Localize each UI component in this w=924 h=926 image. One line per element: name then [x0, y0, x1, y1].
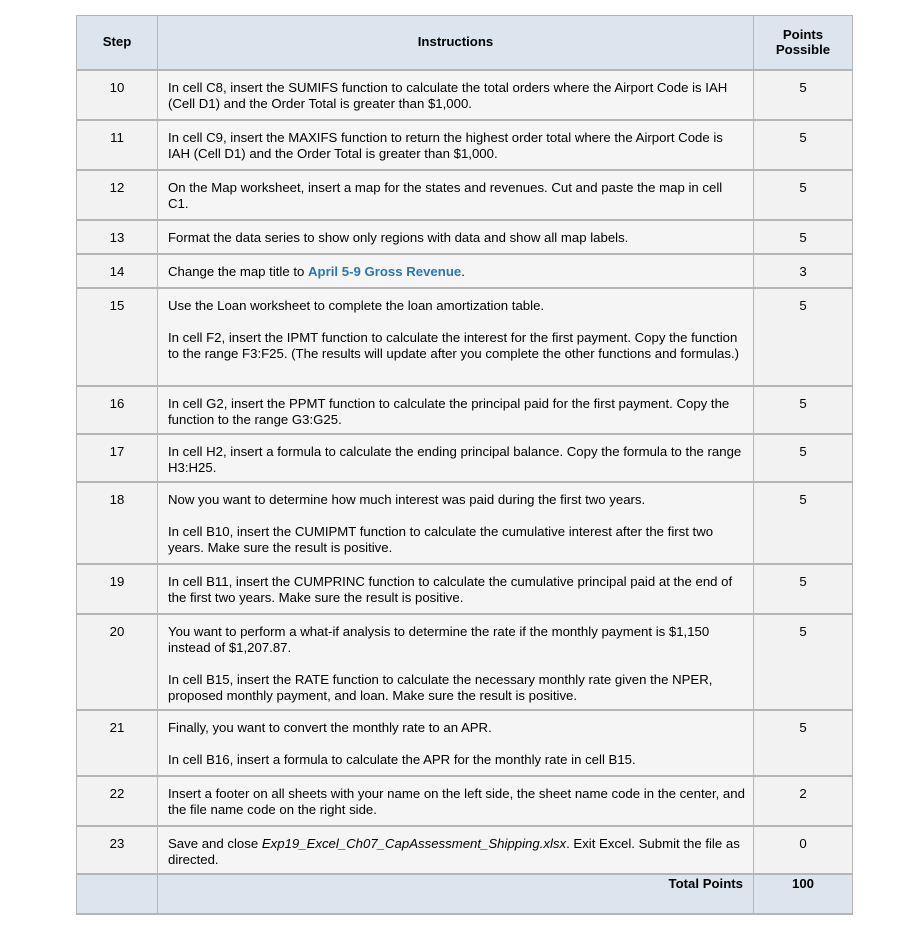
table-row [77, 170, 853, 220]
step-number: 15 [77, 288, 158, 386]
total-label: Total Points [158, 874, 754, 914]
instruction-cell [158, 254, 754, 288]
instruction-cell [158, 434, 754, 482]
points-value: 5 [754, 386, 853, 434]
instruction-text: Insert a footer on all sheets with your name on the left side, the sheet name code in the center, and the file name code on the right side. [168, 785, 745, 817]
step-number: 14 [77, 254, 158, 288]
instruction-text: In cell B11, insert the CUMPRINC function to calculate the cumulative principal paid at the end of the first two years. Make sure the result is positive. [168, 573, 733, 605]
points-value: 5 [754, 564, 853, 614]
instructions-table [76, 15, 853, 915]
step-number: 19 [77, 564, 158, 614]
instruction-cell [158, 170, 754, 220]
instruction-cell [158, 776, 754, 826]
table-row [77, 254, 853, 288]
paragraph-gap [168, 656, 745, 672]
instruction-text: In cell C8, insert the SUMIFS function to calculate the total orders where the Airport Code is IAH (Cell D1) and the Order Total is greater than $1,000. [168, 79, 728, 111]
paragraph-gap [168, 508, 745, 524]
instruction-cell [158, 826, 754, 874]
instruction-text-end: . [461, 263, 465, 279]
file-name: Exp19_Excel_Ch07_CapAssessment_Shipping.xlsx [261, 835, 567, 851]
instruction-text-start: Change the map title to [168, 263, 309, 279]
instruction-text: In cell H2, insert a formula to calculate the ending principal balance. Copy the formula to the range H3:H25. [168, 443, 742, 475]
instruction-text: Finally, you want to convert the monthly rate to an APR. [168, 719, 492, 735]
paragraph-gap [168, 314, 745, 330]
step-number: 11 [77, 120, 158, 170]
points-value: 5 [754, 120, 853, 170]
instruction-cell [158, 614, 754, 710]
points-value: 5 [754, 220, 853, 254]
table-row [77, 120, 853, 170]
table-row [77, 776, 853, 826]
step-number: 16 [77, 386, 158, 434]
header-row [77, 16, 853, 70]
points-value: 5 [754, 288, 853, 386]
total-row [77, 874, 853, 914]
instruction-cell [158, 70, 754, 120]
total-value: 100 [754, 874, 853, 914]
step-number: 13 [77, 220, 158, 254]
instruction-cell [158, 120, 754, 170]
step-number: 20 [77, 614, 158, 710]
instruction-text-end: . Exit Excel. Submit the file as directed. [168, 835, 740, 867]
header-instructions: Instructions [158, 16, 754, 70]
table-row [77, 710, 853, 776]
highlighted-title: April 5-9 Gross Revenue [308, 263, 462, 279]
instruction-text: Format the data series to show only regions with data and show all map labels. [168, 229, 629, 245]
table-row [77, 564, 853, 614]
step-number: 10 [77, 70, 158, 120]
points-value: 5 [754, 170, 853, 220]
table-row [77, 482, 853, 564]
step-number: 12 [77, 170, 158, 220]
points-value: 5 [754, 614, 853, 710]
points-value: 5 [754, 70, 853, 120]
instruction-text-start: Save and close [168, 835, 262, 851]
points-value: 0 [754, 826, 853, 874]
step-number: 21 [77, 710, 158, 776]
step-number: 23 [77, 826, 158, 874]
points-value: 3 [754, 254, 853, 288]
table-row [77, 288, 853, 386]
header-step: Step [77, 16, 158, 70]
instruction-text [168, 264, 745, 280]
instruction-cell [158, 386, 754, 434]
instruction-text: In cell B15, insert the RATE function to calculate the necessary monthly rate given the NPER, proposed monthly payment, and loan. Make sure the result is positive. [168, 671, 713, 703]
instruction-text: In cell G2, insert the PPMT function to calculate the principal paid for the first payment. Copy the function to the range G3:G25. [168, 395, 730, 427]
table-row [77, 386, 853, 434]
header-points: Points Possible [754, 16, 853, 70]
points-value: 5 [754, 710, 853, 776]
instruction-cell [158, 288, 754, 386]
points-value: 5 [754, 434, 853, 482]
instruction-text [168, 836, 745, 868]
instruction-text: In cell C9, insert the MAXIFS function to return the highest order total where the Airport Code is IAH (Cell D1) and the Order Total is greater than $1,000. [168, 129, 723, 161]
table-row [77, 70, 853, 120]
step-number: 17 [77, 434, 158, 482]
instruction-cell [158, 564, 754, 614]
instruction-cell [158, 220, 754, 254]
instruction-text: In cell B16, insert a formula to calculate the APR for the monthly rate in cell B15. [168, 751, 636, 767]
table-row [77, 614, 853, 710]
instruction-cell [158, 710, 754, 776]
table-row [77, 826, 853, 874]
paragraph-gap [168, 736, 745, 752]
instruction-text: Use the Loan worksheet to complete the loan amortization table. [168, 297, 545, 313]
table-row [77, 220, 853, 254]
instruction-text: You want to perform a what-if analysis to determine the rate if the monthly payment is $1,150 instead of $1,207.87. [168, 623, 710, 655]
step-number: 22 [77, 776, 158, 826]
table-row [77, 434, 853, 482]
instruction-text: Now you want to determine how much interest was paid during the first two years. [168, 491, 646, 507]
step-number: 18 [77, 482, 158, 564]
instruction-cell [158, 482, 754, 564]
instruction-text: In cell B10, insert the CUMIPMT function to calculate the cumulative interest after the first two years. Make sure the result is positive. [168, 523, 714, 555]
points-value: 5 [754, 482, 853, 564]
instruction-text: In cell F2, insert the IPMT function to calculate the interest for the first payment. Copy the function to the range F3:F25. (The results will update after you complete the other functions and formulas.) [168, 329, 740, 361]
points-value: 2 [754, 776, 853, 826]
instruction-text: On the Map worksheet, insert a map for the states and revenues. Cut and paste the map in cell C1. [168, 179, 723, 211]
